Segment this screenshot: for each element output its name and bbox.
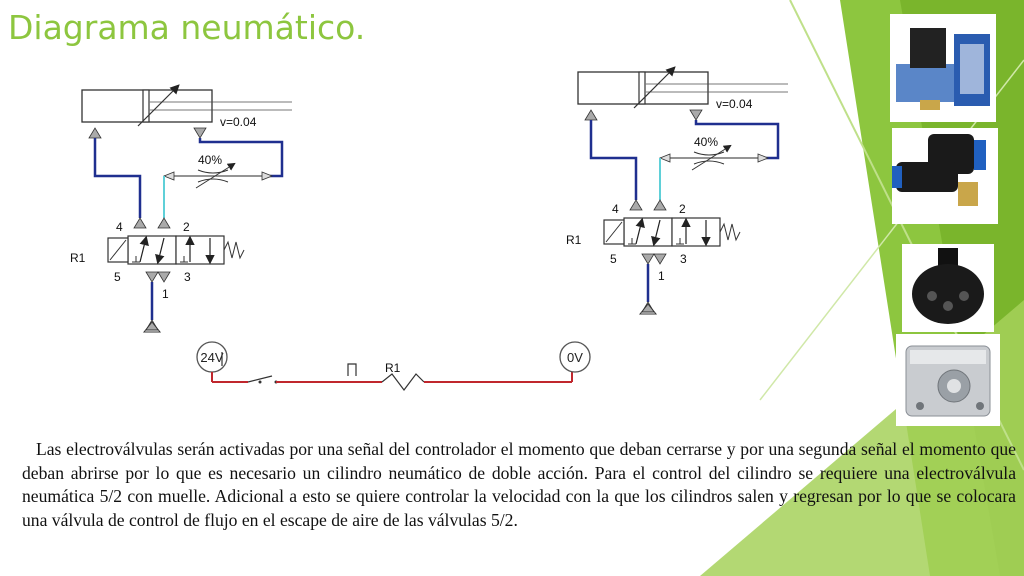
right-flow-label: 40%: [694, 135, 719, 149]
compact-cylinder-photo: [896, 334, 1000, 426]
page-title: Diagrama neumático.: [8, 8, 366, 47]
electric-circuit: [197, 342, 590, 390]
right-port-3: 3: [680, 252, 687, 266]
left-circuit: [70, 86, 292, 332]
supply-label: 24V: [200, 350, 224, 365]
left-port-4: 4: [116, 220, 123, 234]
contact-icon: [348, 364, 356, 376]
coil-label: R1: [385, 361, 401, 375]
solenoid-valve-photo: [890, 14, 996, 122]
right-port-2: 2: [679, 202, 686, 216]
flow-control-valve-photo: [892, 128, 998, 224]
right-port-4: 4: [612, 202, 619, 216]
left-velocity-label: v=0.04: [220, 115, 257, 129]
left-port-1: 1: [162, 287, 169, 301]
left-solenoid-label: R1: [70, 251, 86, 265]
right-port-1: 1: [658, 269, 665, 283]
silencer-photo: [902, 244, 994, 332]
left-flow-label: 40%: [198, 153, 223, 167]
description-paragraph: Las electroválvulas serán activadas por una señal del controlador el momento que deban cerrarse y por una segunda señal el momento que deban abrirse por lo que es necesario un cilindro neumático de doble acción. Para el control del cilindro se requiere una electroválvula neumática 5/2 con muelle. Adicional a esto se quiere controlar la velocidad con la que los cilindros salen y regresan por lo que se colocara una válvula de control de flujo en el escape de aire de las válvulas 5/2.: [22, 439, 1016, 530]
left-port-3: 3: [184, 270, 191, 284]
right-circuit: [566, 68, 788, 314]
right-velocity-label: v=0.04: [716, 97, 753, 111]
left-port-5: 5: [114, 270, 121, 284]
ground-label: 0V: [567, 350, 583, 365]
coil-icon: [382, 374, 424, 390]
right-solenoid-label: R1: [566, 233, 582, 247]
left-port-2: 2: [183, 220, 190, 234]
right-port-5: 5: [610, 252, 617, 266]
